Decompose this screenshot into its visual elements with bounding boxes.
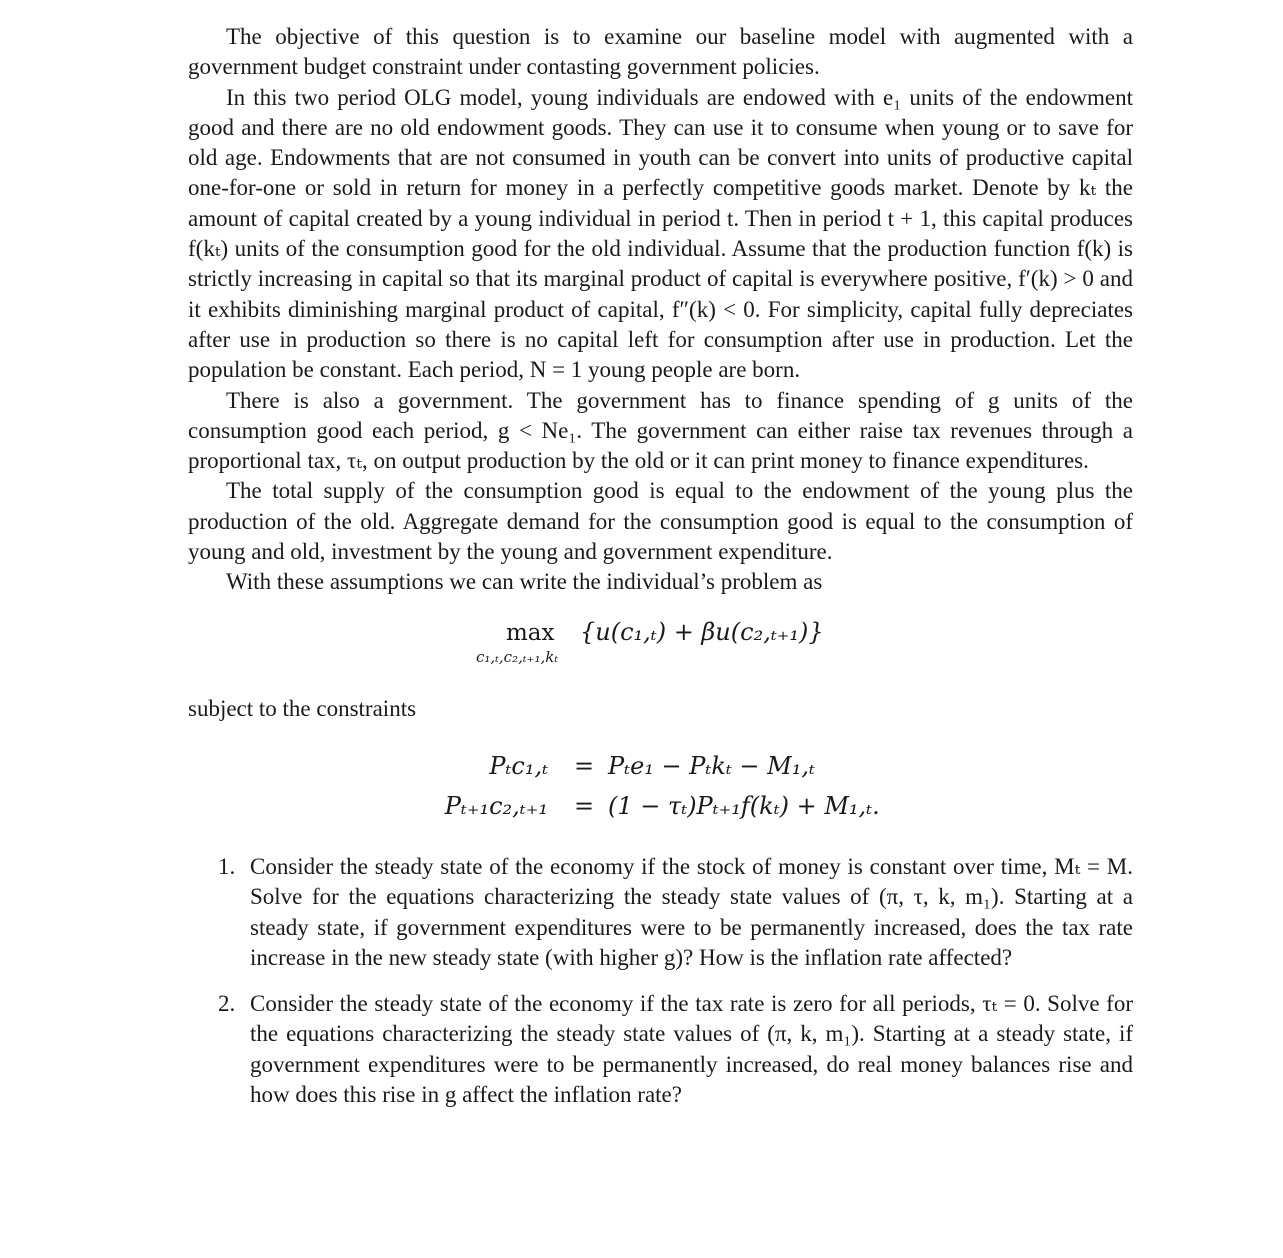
question-text: Consider the steady state of the economy if the stock of money is constant over time, Mₜ = M. Solve for the equations characterizing the steady state values of (π, τ, k, m₁). Starting at a steady state, if government expenditures were to be permanently increased, does the tax rate increase in the new steady state (with higher g)? How is the inflation rate affected? [250,853,1133,970]
question-number: 1. [218,853,236,879]
question-list [188,852,1133,1110]
constraint-2-lhs: Pₜ₊₁c₂,ₜ₊₁ [444,791,548,820]
question-text: Consider the steady state of the economy if the tax rate is zero for all periods, τₜ = 0. Solve for the equations characterizing the steady state values of (π, k, m₁). Starting at a steady state, if government expenditures were to be permanently increased, do real money balances rise and how does this rise in g affect the inflation rate? [250,991,1133,1108]
objective-equation [188,598,1133,694]
constraint-equations [188,732,1133,852]
max-subscript: c₁,ₜ,c₂,ₜ₊₁,kₜ [476,647,559,666]
question-number: 2. [218,991,236,1017]
constraint-2-rhs: (1 − τₜ)Pₜ₊₁f(kₜ) + M₁,ₜ. [608,791,880,820]
constraints-intro: subject to the constraints [188,695,417,721]
max-operator: max [506,619,555,646]
model-paragraph: In this two period OLG model, young individuals are endowed with e₁ units of the endowment good and there are no old endowment goods. They can use it to consume when young or to save for old age. Endowments that are not consumed in youth can be convert into units of productive capital one-for-one or sold in return for money in a perfectly competitive goods market. Denote by kₜ the amount of capital created by a young individual in period t. Then in period t + 1, this capital produces f(kₜ) units of the consumption good for the old individual. Assume that the production function f(k) is strictly increasing in capital so that its marginal product of capital is everywhere positive, f′(k) > 0 and it exhibits diminishing marginal product of capital, f″(k) < 0. For simplicity, capital fully depreciates after use in production so there is no capital left for consumption after use in production. Let the population be constant. Each period, N = 1 young people are born. [188,84,1133,383]
constraint-1-equals: = [574,751,595,780]
question-item [188,852,1133,973]
supply-demand-paragraph: The total supply of the consumption good is equal to the endowment of the young plus the production of the old. Aggregate demand for the consumption good is equal to the consumption of young and old, investment by the young and government expenditure. [188,478,1133,565]
problem-intro-paragraph: With these assumptions we can write the individual’s problem as [226,569,823,595]
objective-expression: {u(c₁,ₜ) + βu(c₂,ₜ₊₁)} [580,617,824,646]
document-page [188,22,1133,1126]
question-item [188,989,1133,1110]
constraint-2-equals: = [574,791,595,820]
constraint-1-rhs: Pₜe₁ − Pₜkₜ − M₁,ₜ [608,751,815,780]
constraint-1-lhs: Pₜc₁,ₜ [489,751,548,780]
intro-paragraph: The objective of this question is to examine our baseline model with augmented with a government budget constraint under contasting government policies. [188,24,1133,80]
government-paragraph: There is also a government. The government has to finance spending of g units of the consumption good each period, g < Ne₁. The government can either raise tax revenues through a proportional tax, τₜ, on output production by the old or it can print money to finance expenditures. [188,387,1133,474]
